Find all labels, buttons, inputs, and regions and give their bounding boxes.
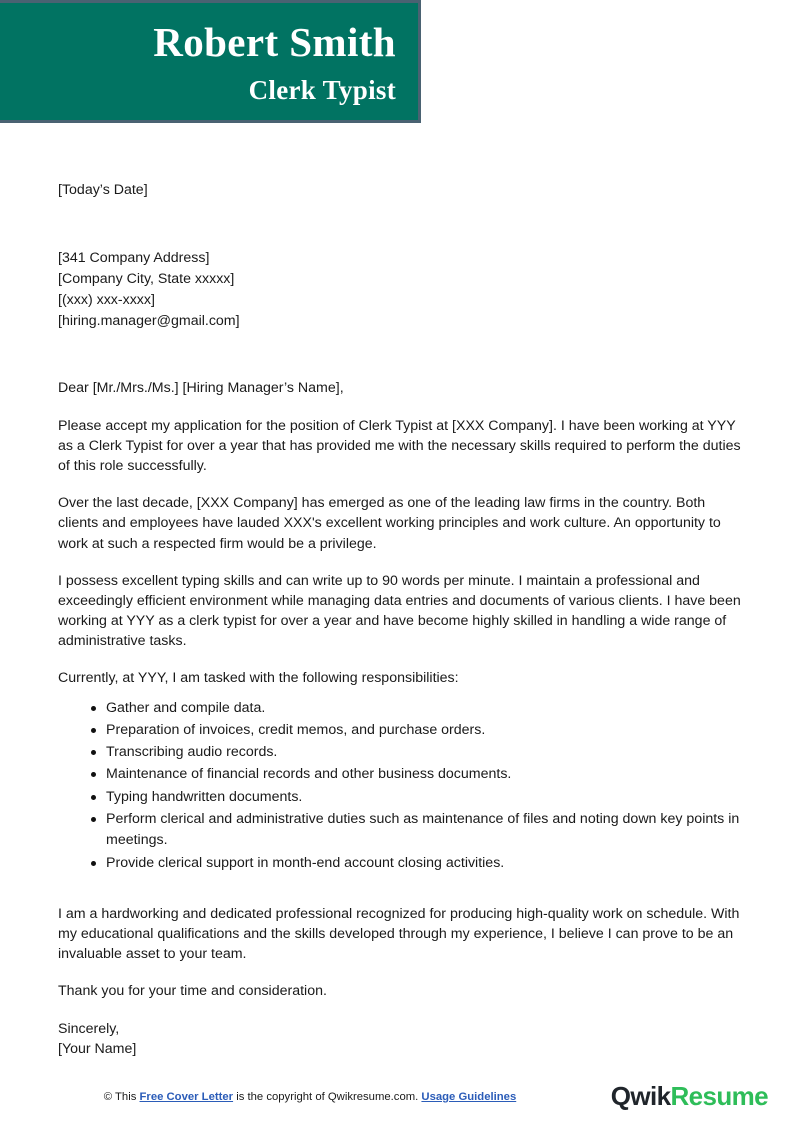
letter-body: [58, 180, 748, 1060]
footer-text-middle: is the copyright of Qwikresume.com.: [233, 1091, 422, 1103]
salutation: Dear [Mr./Mrs./Ms.] [Hiring Manager’s Name],: [58, 379, 344, 396]
recipient-address-block: [58, 248, 748, 332]
recipient-email: [hiring.manager@gmail.com]: [58, 312, 240, 329]
logo-text-qwik: Qwik: [610, 1081, 671, 1111]
logo-text-resume: Resume: [670, 1081, 768, 1111]
signature-block: [58, 1019, 748, 1061]
copyright-icon: ©: [103, 1091, 113, 1103]
recipient-street: [341 Company Address]: [58, 250, 210, 267]
recipient-phone: [(xxx) xxx-xxxx]: [58, 291, 155, 308]
candidate-job-title: Clerk Typist: [248, 75, 396, 106]
thank-you-line: Thank you for your time and consideration.: [58, 983, 327, 1000]
free-cover-letter-link[interactable]: Free Cover Letter: [139, 1091, 234, 1103]
recipient-city-state-zip: [Company City, State xxxxx]: [58, 271, 235, 288]
candidate-name: Robert Smith: [153, 19, 396, 66]
date-placeholder: [Today’s Date]: [58, 182, 148, 198]
signoff-line: Sincerely,: [58, 1020, 120, 1037]
body-paragraph-3: I possess excellent typing skills and can write up to 90 words per minute. I maintain a professional and exceedingly efficient environment while managing data entries and documents of various clients. I have been working at YYY as a clerk typist for over a year and have become highly skilled in handling a wide range of administrative tasks.: [58, 572, 741, 650]
list-item: Gather and compile data.: [58, 698, 748, 719]
responsibilities-list: [58, 698, 748, 874]
letterhead-banner: [0, 3, 421, 123]
usage-guidelines-link[interactable]: Usage Guidelines: [421, 1091, 517, 1103]
list-item: Perform clerical and administrative duties such as maintenance of files and noting down key points in meetings.: [58, 809, 748, 852]
signature-name: [Your Name]: [58, 1041, 137, 1058]
page-footer: [0, 1075, 800, 1123]
responsibilities-intro: Currently, at YYY, I am tasked with the following responsibilities:: [58, 670, 459, 687]
body-paragraph-2: Over the last decade, [XXX Company] has emerged as one of the leading law firms in the country. Both clients and employees have lauded XXX's excellent working principles and work culture. An opportunity to work at such a respected firm would be a privilege.: [58, 495, 721, 552]
list-item: Provide clerical support in month-end account closing activities.: [58, 853, 748, 874]
closing-paragraph: I am a hardworking and dedicated professional recognized for producing high-quality work on schedule. With my educational qualifications and the skills developed through my experience, I believe I can prove to be an invaluable asset to your team.: [58, 905, 740, 963]
list-item: Typing handwritten documents.: [58, 787, 748, 808]
qwikresume-logo[interactable]: [611, 1081, 768, 1112]
footer-text-before-link: This: [112, 1091, 140, 1103]
list-item: Transcribing audio records.: [58, 742, 748, 763]
list-item: Maintenance of financial records and other business documents.: [58, 764, 748, 785]
body-paragraph-1: Please accept my application for the position of Clerk Typist at [XXX Company]. I have been working at YYY as a Clerk Typist for over a year that has provided me with the necessary skills required to perform the duties of this role successfully.: [58, 417, 741, 475]
footer-copyright-line: [0, 1091, 620, 1103]
list-item: Preparation of invoices, credit memos, and purchase orders.: [58, 720, 748, 741]
